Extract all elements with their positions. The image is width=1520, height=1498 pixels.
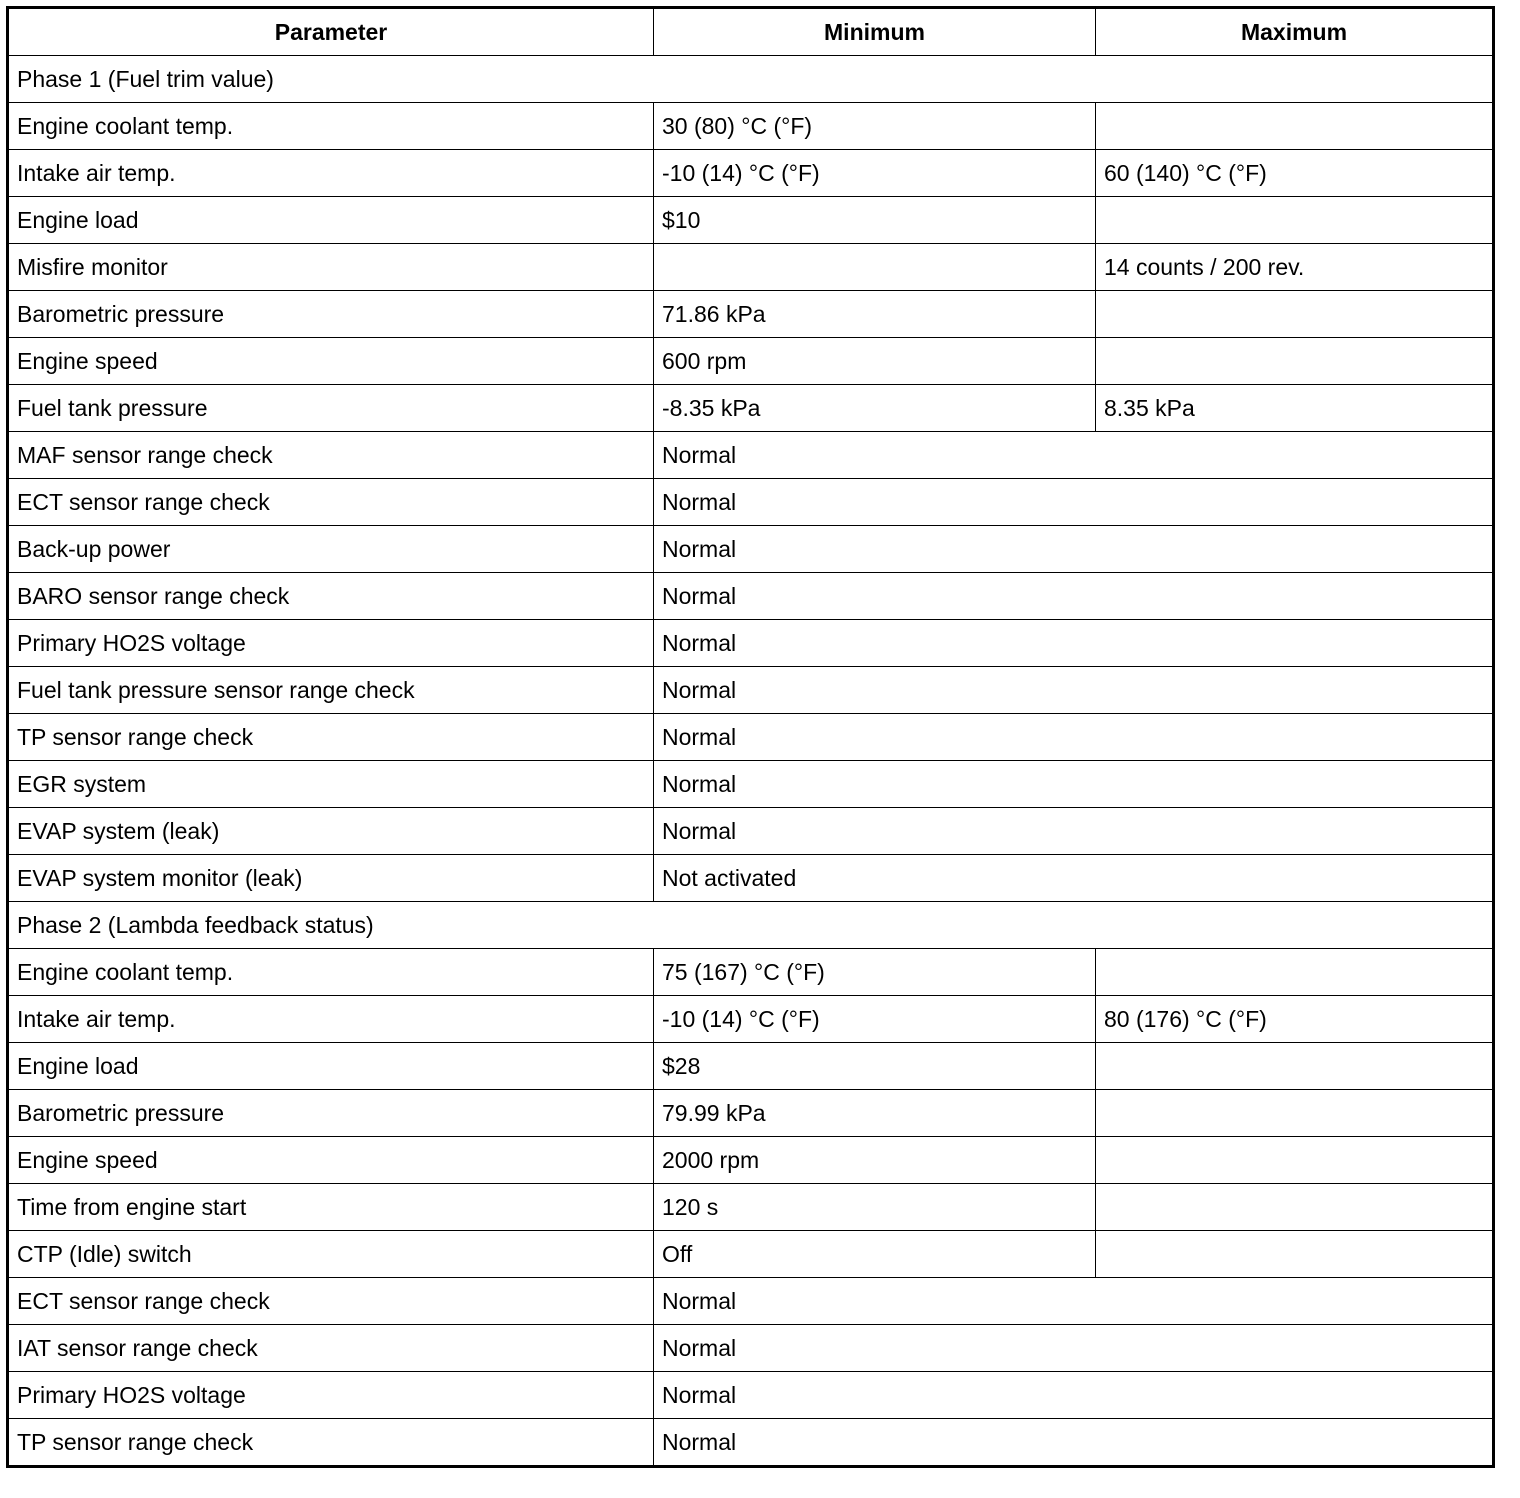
table-row xyxy=(8,573,1494,620)
parameter-cell: IAT sensor range check xyxy=(8,1325,654,1372)
minimum-cell: $10 xyxy=(654,197,1096,244)
table-row xyxy=(8,103,1494,150)
maximum-cell xyxy=(1096,1137,1494,1184)
status-cell: Normal xyxy=(654,573,1494,620)
parameter-cell: Intake air temp. xyxy=(8,150,654,197)
maximum-cell xyxy=(1096,1184,1494,1231)
table-row xyxy=(8,1137,1494,1184)
table-row xyxy=(8,667,1494,714)
parameter-cell: ECT sensor range check xyxy=(8,479,654,526)
table-row xyxy=(8,620,1494,667)
table-row xyxy=(8,385,1494,432)
parameter-cell: Intake air temp. xyxy=(8,996,654,1043)
maximum-cell: 60 (140) °C (°F) xyxy=(1096,150,1494,197)
status-cell: Not activated xyxy=(654,855,1494,902)
table-body xyxy=(8,56,1494,1467)
maximum-cell: 8.35 kPa xyxy=(1096,385,1494,432)
header-parameter: Parameter xyxy=(8,8,654,56)
table-row xyxy=(8,996,1494,1043)
minimum-cell: $28 xyxy=(654,1043,1096,1090)
minimum-cell: 71.86 kPa xyxy=(654,291,1096,338)
status-cell: Normal xyxy=(654,526,1494,573)
section-row xyxy=(8,56,1494,103)
maximum-cell xyxy=(1096,291,1494,338)
minimum-cell: 120 s xyxy=(654,1184,1096,1231)
table-row xyxy=(8,1325,1494,1372)
parameter-cell: Engine load xyxy=(8,1043,654,1090)
maximum-cell xyxy=(1096,949,1494,996)
table-row xyxy=(8,714,1494,761)
table-row xyxy=(8,855,1494,902)
maximum-cell: 80 (176) °C (°F) xyxy=(1096,996,1494,1043)
parameter-cell: EVAP system (leak) xyxy=(8,808,654,855)
parameter-table xyxy=(6,6,1495,1468)
status-cell: Normal xyxy=(654,620,1494,667)
parameter-cell: EVAP system monitor (leak) xyxy=(8,855,654,902)
table-header xyxy=(8,8,1494,56)
table-row xyxy=(8,150,1494,197)
section-label: Phase 1 (Fuel trim value) xyxy=(8,56,1494,103)
status-cell: Normal xyxy=(654,761,1494,808)
parameter-cell: Fuel tank pressure sensor range check xyxy=(8,667,654,714)
parameter-cell: Fuel tank pressure xyxy=(8,385,654,432)
table-row xyxy=(8,197,1494,244)
minimum-cell: 79.99 kPa xyxy=(654,1090,1096,1137)
maximum-cell xyxy=(1096,1231,1494,1278)
table-row xyxy=(8,1372,1494,1419)
parameter-cell: Primary HO2S voltage xyxy=(8,620,654,667)
table-row xyxy=(8,1419,1494,1467)
table-row xyxy=(8,1184,1494,1231)
parameter-cell: Engine load xyxy=(8,197,654,244)
minimum-cell: -10 (14) °C (°F) xyxy=(654,996,1096,1043)
status-cell: Normal xyxy=(654,808,1494,855)
parameter-cell: Engine speed xyxy=(8,1137,654,1184)
parameter-cell: MAF sensor range check xyxy=(8,432,654,479)
parameter-cell: CTP (Idle) switch xyxy=(8,1231,654,1278)
minimum-cell: 30 (80) °C (°F) xyxy=(654,103,1096,150)
table-row xyxy=(8,479,1494,526)
maximum-cell xyxy=(1096,197,1494,244)
table-row xyxy=(8,291,1494,338)
table-row xyxy=(8,1278,1494,1325)
parameter-cell: Primary HO2S voltage xyxy=(8,1372,654,1419)
table-row xyxy=(8,949,1494,996)
table-row xyxy=(8,1090,1494,1137)
parameter-cell: Misfire monitor xyxy=(8,244,654,291)
minimum-cell: Off xyxy=(654,1231,1096,1278)
status-cell: Normal xyxy=(654,1325,1494,1372)
parameter-cell: Engine coolant temp. xyxy=(8,949,654,996)
header-minimum: Minimum xyxy=(654,8,1096,56)
parameter-cell: EGR system xyxy=(8,761,654,808)
table-row xyxy=(8,1043,1494,1090)
table-row xyxy=(8,761,1494,808)
section-label: Phase 2 (Lambda feedback status) xyxy=(8,902,1494,949)
status-cell: Normal xyxy=(654,667,1494,714)
minimum-cell: 600 rpm xyxy=(654,338,1096,385)
table-row xyxy=(8,244,1494,291)
section-row xyxy=(8,902,1494,949)
maximum-cell xyxy=(1096,1090,1494,1137)
parameter-cell: BARO sensor range check xyxy=(8,573,654,620)
minimum-cell: -8.35 kPa xyxy=(654,385,1096,432)
maximum-cell xyxy=(1096,1043,1494,1090)
header-row xyxy=(8,8,1494,56)
parameter-cell: TP sensor range check xyxy=(8,1419,654,1467)
minimum-cell: 75 (167) °C (°F) xyxy=(654,949,1096,996)
table-row xyxy=(8,808,1494,855)
parameter-cell: Engine speed xyxy=(8,338,654,385)
table-row xyxy=(8,432,1494,479)
status-cell: Normal xyxy=(654,1278,1494,1325)
status-cell: Normal xyxy=(654,1419,1494,1467)
table-row xyxy=(8,526,1494,573)
status-cell: Normal xyxy=(654,432,1494,479)
header-maximum: Maximum xyxy=(1096,8,1494,56)
parameter-cell: Barometric pressure xyxy=(8,1090,654,1137)
parameter-cell: Engine coolant temp. xyxy=(8,103,654,150)
minimum-cell: -10 (14) °C (°F) xyxy=(654,150,1096,197)
parameter-cell: Barometric pressure xyxy=(8,291,654,338)
table-row xyxy=(8,1231,1494,1278)
minimum-cell: 2000 rpm xyxy=(654,1137,1096,1184)
minimum-cell xyxy=(654,244,1096,291)
parameter-cell: ECT sensor range check xyxy=(8,1278,654,1325)
status-cell: Normal xyxy=(654,479,1494,526)
parameter-cell: TP sensor range check xyxy=(8,714,654,761)
status-cell: Normal xyxy=(654,1372,1494,1419)
status-cell: Normal xyxy=(654,714,1494,761)
parameter-cell: Time from engine start xyxy=(8,1184,654,1231)
table-row xyxy=(8,338,1494,385)
maximum-cell xyxy=(1096,338,1494,385)
parameter-cell: Back-up power xyxy=(8,526,654,573)
maximum-cell: 14 counts / 200 rev. xyxy=(1096,244,1494,291)
maximum-cell xyxy=(1096,103,1494,150)
